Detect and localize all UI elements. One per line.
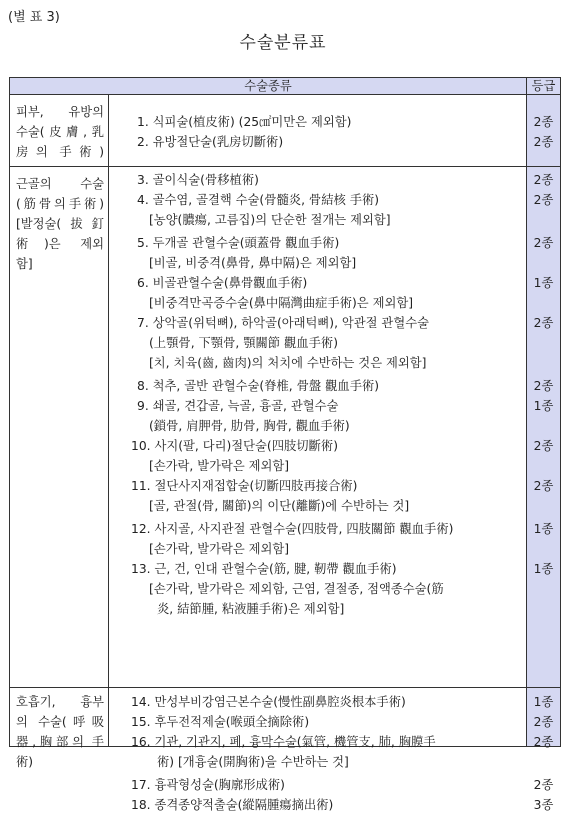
header-surgery-kind: 수술종류 xyxy=(10,78,527,95)
document-title: 수술분류표 xyxy=(239,33,327,53)
category-line: 의 수술(呼吸 xyxy=(16,715,104,729)
item-line: 8. 척추, 골반 관혈수술(脊椎, 骨盤 觀血手術) xyxy=(137,379,380,393)
grade-value: 2종 xyxy=(533,715,554,729)
category-line: 術) xyxy=(16,755,34,769)
category-line: 근골의 수술 xyxy=(16,177,104,191)
grade-cell xyxy=(527,688,560,812)
item-note: (上顎骨, 下顎骨, 顎關節 觀血手術) xyxy=(149,336,338,350)
grade-value: 1종 xyxy=(533,522,554,536)
items-cell xyxy=(109,95,527,167)
grade-value: 2종 xyxy=(533,236,554,250)
item-note: 術) [개흉술(開胸術)을 수반하는 것] xyxy=(157,755,349,769)
grade-value: 2종 xyxy=(533,193,554,207)
grade-value: 1종 xyxy=(533,695,554,709)
item-line: 11. 절단사지재접합술(切斷四肢再接合術) xyxy=(131,479,358,493)
item-note: [손가락, 발가락은 제외함, 근염, 결절종, 점액종수술(筋 xyxy=(149,582,444,596)
grade-value: 2종 xyxy=(533,735,554,749)
header-grade: 등급 xyxy=(527,78,560,95)
category-line: (筋骨의手術) xyxy=(16,197,104,211)
items-cell xyxy=(109,688,527,812)
grade-cell xyxy=(527,95,560,167)
items-cell xyxy=(109,167,527,688)
grade-value: 1종 xyxy=(533,399,554,413)
item-note: 炎, 結節腫, 粘液腫手術)은 제외함] xyxy=(157,602,345,616)
item-note: [농양(膿瘍, 고름집)의 단순한 절개는 제외함] xyxy=(149,213,391,227)
item-note: [손가락, 발가락은 제외함] xyxy=(149,542,290,556)
category-cell xyxy=(10,167,109,688)
item-line: 15. 후두전적제술(喉頭全摘除術) xyxy=(131,715,310,729)
item-line: 4. 골수염, 골결핵 수술(骨髓炎, 骨結核 手術) xyxy=(137,193,380,207)
grade-value: 2종 xyxy=(533,479,554,493)
grade-value: 2종 xyxy=(533,115,554,129)
item-line: 1. 식피술(植皮術) (25㎠미만은 제외함) xyxy=(137,115,352,129)
category-line: 호흡기, 흉부 xyxy=(16,695,104,709)
item-line: 5. 두개골 관혈수술(頭蓋骨 觀血手術) xyxy=(137,236,340,250)
item-note: [치, 치육(齒, 齒肉)의 처치에 수반하는 것은 제외함] xyxy=(149,356,427,370)
grade-value: 2종 xyxy=(533,316,554,330)
category-cell xyxy=(10,95,109,167)
grade-value: 2종 xyxy=(533,173,554,187)
category-line: 수술(皮膚,乳 xyxy=(16,125,104,139)
item-line: 6. 비골관혈수술(鼻骨觀血手術) xyxy=(137,276,308,290)
item-note: (鎖骨, 肩胛骨, 肋骨, 胸骨, 觀血手術) xyxy=(149,419,350,433)
item-line: 17. 흉곽형성술(胸廓形成術) xyxy=(131,778,285,792)
category-line: 房의 手術) xyxy=(16,145,104,159)
grade-value: 2종 xyxy=(533,439,554,453)
grade-value: 1종 xyxy=(533,562,554,576)
item-line: 14. 만성부비강염근본수술(慢性副鼻腔炎根本手術) xyxy=(131,695,406,709)
item-note: [비중격만곡증수술(鼻中隔灣曲症手術)은 제외함] xyxy=(149,296,414,310)
item-line: 12. 사지골, 사지관절 관혈수술(四肢骨, 四肢關節 觀血手術) xyxy=(131,522,454,536)
item-line: 7. 상악골(위턱뼈), 하악골(아래턱뼈), 악관절 관혈수술 xyxy=(137,316,429,330)
grade-value: 3종 xyxy=(533,798,554,812)
category-line: [발정술(拔釘 xyxy=(16,217,104,231)
item-line: 9. 쇄골, 견갑골, 늑골, 흉골, 관혈수술 xyxy=(137,399,339,413)
item-line: 16. 기관, 기관지, 폐, 흉막수술(氣管, 機管支, 肺, 胸膜手 xyxy=(131,735,436,749)
item-note: [골, 관절(骨, 關節)의 이단(離斷)에 수반하는 것] xyxy=(149,499,410,513)
grade-value: 2종 xyxy=(533,778,554,792)
item-note: [비골, 비중격(鼻骨, 鼻中隔)은 제외함] xyxy=(149,256,357,270)
category-line: 피부, 유방의 xyxy=(16,105,104,119)
item-line: 13. 근, 건, 인대 관혈수술(筋, 腱, 靭帶 觀血手術) xyxy=(131,562,397,576)
category-cell xyxy=(10,688,109,769)
item-line: 2. 유방절단술(乳房切斷術) xyxy=(137,135,284,149)
surgery-classification-table xyxy=(9,77,561,812)
grade-value: 1종 xyxy=(533,276,554,290)
category-line: 함] xyxy=(16,257,33,271)
item-note: [손가락, 발가락은 제외함] xyxy=(149,459,290,473)
grade-cell xyxy=(527,167,560,688)
item-line: 18. 종격종양적출술(縱隔腫瘍摘出術) xyxy=(131,798,334,812)
item-line: 3. 골이식술(骨移植術) xyxy=(137,173,259,187)
category-line: 術)은 제외 xyxy=(16,237,104,251)
item-line: 10. 사지(팔, 다리)절단술(四肢切斷術) xyxy=(131,439,338,453)
grade-value: 2종 xyxy=(533,379,554,393)
document-label: (별 표 3) xyxy=(8,10,60,25)
grade-value: 2종 xyxy=(533,135,554,149)
category-line: 器,胸部의 手 xyxy=(16,735,104,749)
